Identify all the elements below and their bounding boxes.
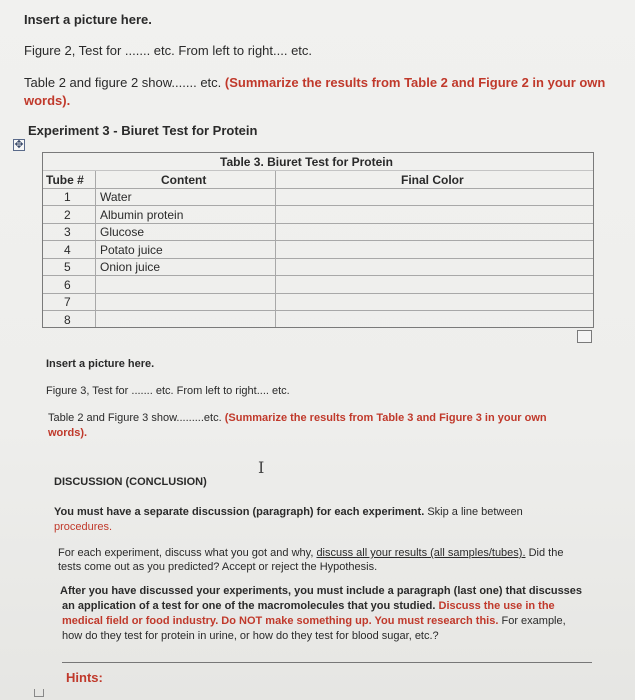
biuret-table bbox=[42, 152, 594, 328]
discussion-p3-line3: medical field or food industry. Do NOT make something up. You must research this. For example, bbox=[62, 615, 566, 627]
discussion-p3-line2: an application of a test for one of the macromolecules that you studied. Discuss the use in the bbox=[62, 600, 555, 612]
header-tube: Tube # bbox=[46, 173, 84, 187]
table-caption: Table 3. Biuret Test for Protein bbox=[220, 155, 393, 169]
tube-number: 5 bbox=[64, 260, 71, 274]
tube-content: Glucose bbox=[100, 225, 145, 239]
tube-number: 3 bbox=[64, 225, 71, 239]
header-content: Content bbox=[161, 173, 207, 187]
discussion-p3-line1: After you have discussed your experiments, you must include a paragraph (last one) that discusses bbox=[60, 585, 583, 597]
tube-content: Onion juice bbox=[100, 260, 161, 274]
discussion-heading: DISCUSSION (CONCLUSION) bbox=[54, 476, 207, 488]
discussion-p3-line4: how do they test for protein in urine, or how do they test for blood sugar, etc.? bbox=[62, 630, 439, 642]
tube-content: Water bbox=[100, 190, 132, 204]
discussion-p1-line1: You must have a separate discussion (paragraph) for each experiment. Skip a line between bbox=[54, 506, 523, 518]
tube-number: 6 bbox=[64, 278, 71, 292]
insert-picture-label-3: Insert a picture here. bbox=[46, 358, 155, 370]
insert-picture-label-2: Insert a picture here. bbox=[24, 12, 152, 27]
table-move-handle-icon[interactable]: ✥ bbox=[14, 139, 24, 151]
summary-text: Table 2 and Figure 3 show.........etc. bbox=[48, 412, 222, 424]
summary-instruction: (Summarize the results from Table 3 and Figure 3 in your own bbox=[224, 412, 547, 424]
discussion-p2-line1: For each experiment, discuss what you got and why, discuss all your results (all samples/tubes). Did the bbox=[58, 547, 564, 559]
horizontal-rule bbox=[62, 662, 592, 663]
table-2-summary-line bbox=[24, 75, 605, 90]
tube-content: Potato juice bbox=[100, 243, 163, 257]
tube-number: 4 bbox=[64, 243, 71, 257]
tube-number: 8 bbox=[64, 313, 71, 327]
discussion-p2-line2: tests come out as you predicted? Accept or reject the Hypothesis. bbox=[58, 561, 378, 573]
summary-text: Table 2 and figure 2 show....... etc. bbox=[24, 75, 222, 90]
tube-content: Albumin protein bbox=[100, 208, 184, 222]
figure-2-caption-line: Figure 2, Test for ....... etc. From left to right.... etc. bbox=[24, 43, 313, 58]
text-cursor-icon: I bbox=[258, 458, 265, 477]
header-final-color: Final Color bbox=[401, 173, 464, 187]
tube-number: 1 bbox=[64, 190, 71, 204]
hints-label: Hints: bbox=[66, 670, 103, 685]
tube-number: 7 bbox=[64, 295, 71, 309]
page-icon bbox=[34, 689, 44, 697]
experiment-3-title: Experiment 3 - Biuret Test for Protein bbox=[28, 123, 258, 138]
discussion-p1-line2: procedures. bbox=[54, 521, 113, 533]
summary-instruction-cont: words). bbox=[48, 427, 88, 439]
table-3-summary-line bbox=[48, 412, 547, 424]
summary-instruction: (Summarize the results from Table 2 and Figure 2 in your own bbox=[224, 75, 606, 90]
table-resize-handle[interactable] bbox=[577, 330, 592, 343]
summary-instruction-cont: words). bbox=[24, 93, 71, 108]
figure-3-caption-line: Figure 3, Test for ....... etc. From left to right.... etc. bbox=[46, 385, 290, 397]
tube-number: 2 bbox=[64, 208, 71, 222]
